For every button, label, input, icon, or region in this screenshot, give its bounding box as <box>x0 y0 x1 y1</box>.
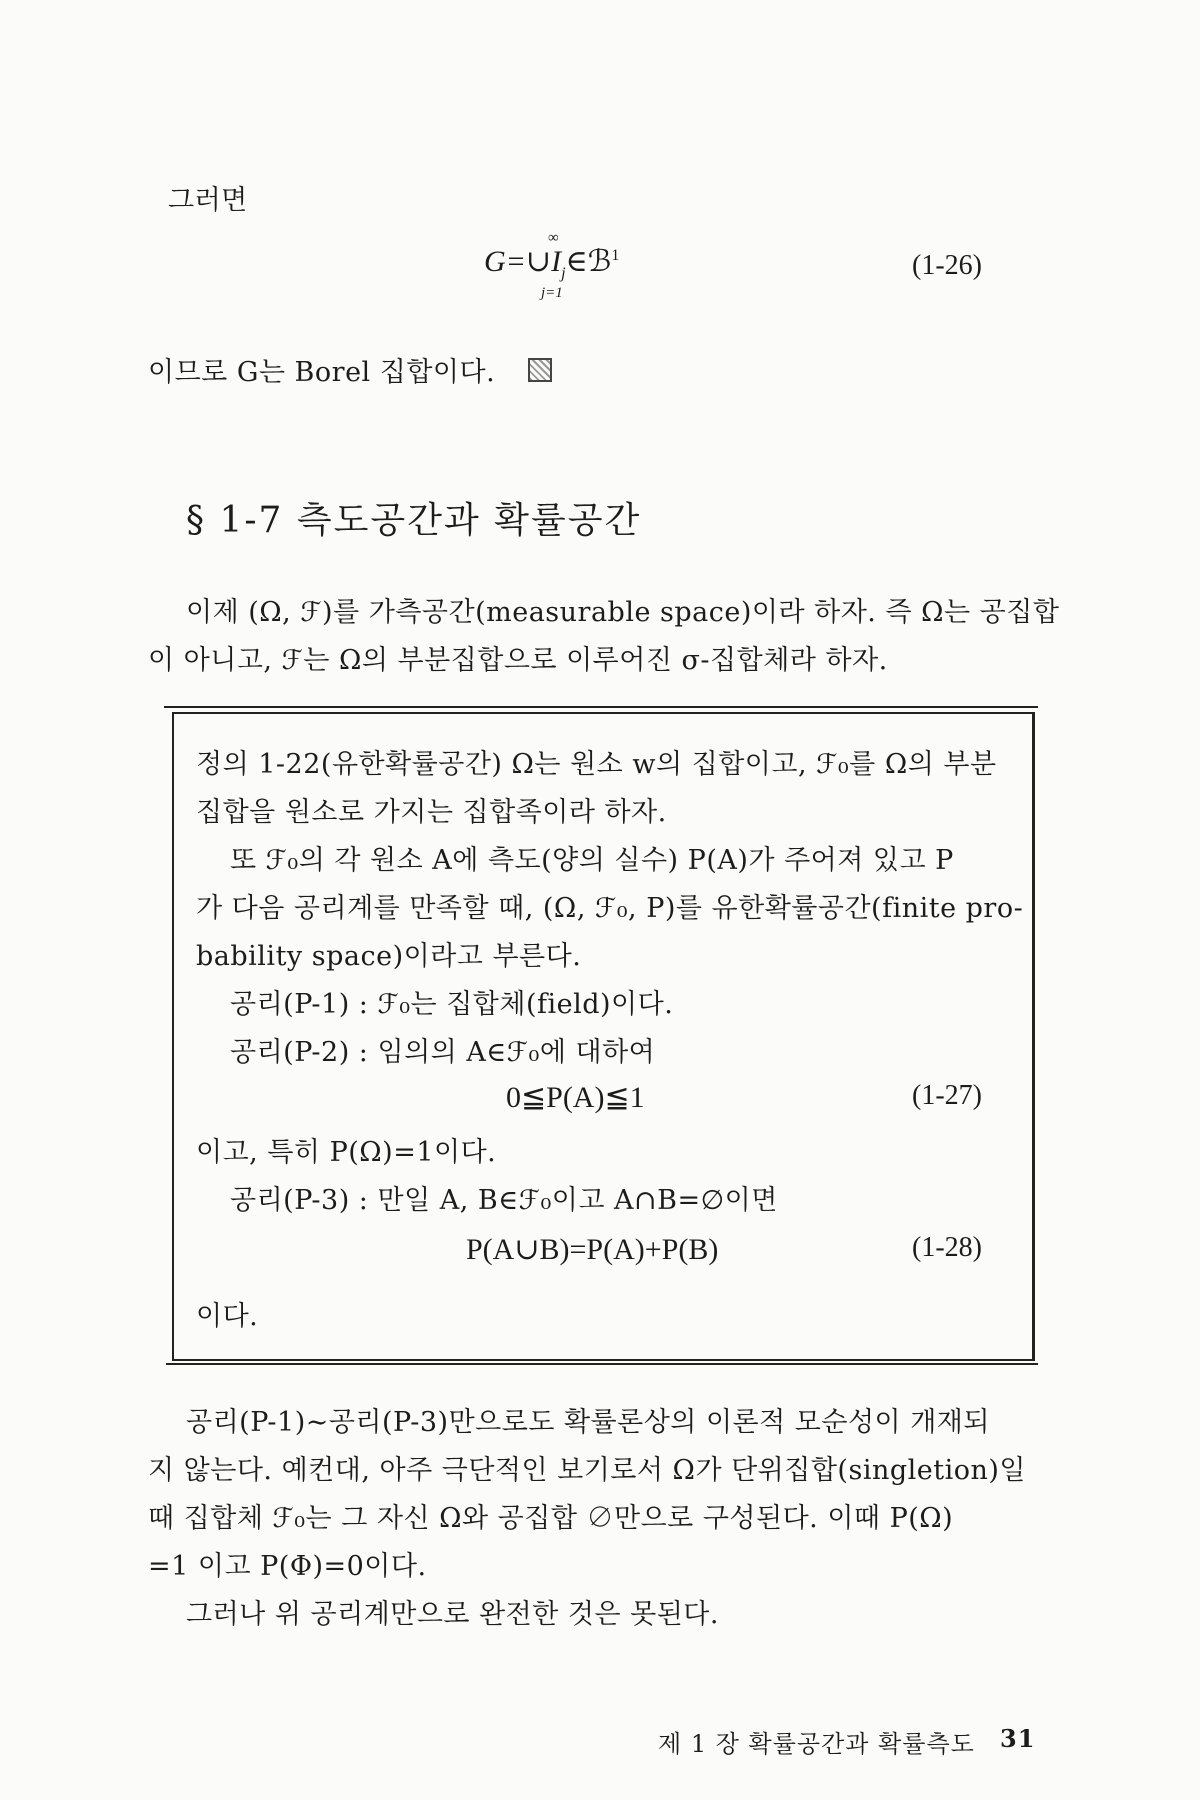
equation-1-28: P(A∪B)=P(A)+P(B) <box>466 1233 719 1266</box>
section-heading: § 1-7 측도공간과 확률공간 <box>186 500 642 541</box>
axiom-p2: 공리(P-2) : 임의의 A∈ℱ₀에 대하여 <box>230 1037 656 1068</box>
eq2-number: (1-27) <box>912 1080 982 1111</box>
definition-line-1: 정의 1-22(유한확률공간) Ω는 원소 w의 집합이고, ℱ₀를 Ω의 부분 <box>196 749 997 780</box>
paragraph-2-line-3: 때 집합체 ℱ₀는 그 자신 Ω와 공집합 ∅만으로 구성된다. 이때 P(Ω) <box>148 1503 954 1534</box>
definition-line-5: bability space)이라고 부른다. <box>196 941 582 972</box>
definition-line-3: 또 ℱ₀의 각 원소 A에 측도(양의 실수) P(A)가 주어져 있고 P <box>230 845 954 876</box>
box-bottom-rule <box>166 1363 1038 1365</box>
eq1-relation-sup: 1 <box>611 247 620 264</box>
definition-line-2: 집합을 원소로 가지는 집합족이라 하자. <box>196 797 667 828</box>
conclusion-text: 이므로 G는 Borel 집합이다. <box>148 357 496 388</box>
paragraph-1-line-2: 이 아니고, ℱ는 Ω의 부분집합으로 이루어진 σ-집합체라 하자. <box>148 645 888 676</box>
eq1-lower-limit: j=1 <box>541 285 563 301</box>
page-number: 31 <box>1000 1724 1036 1753</box>
eq1-number: (1-26) <box>912 250 982 281</box>
definition-line-4: 가 다음 공리계를 만족할 때, (Ω, ℱ₀, P)를 유한확률공간(finite pro- <box>196 893 1024 924</box>
eq1-upper-limit: ∞ <box>548 230 559 246</box>
paragraph-2-line-2: 지 않는다. 예컨대, 아주 극단적인 보기로서 Ω가 단위집합(singletion)일 <box>148 1455 1026 1486</box>
paragraph-1-line-1: 이제 (Ω, ℱ)를 가측공간(measurable space)이라 하자. 즉 Ω는 공집합 <box>186 597 1060 628</box>
qed-icon <box>528 358 552 382</box>
equation-1-27: 0≦P(A)≦1 <box>506 1081 645 1114</box>
axiom-p3: 공리(P-3) : 만일 A, B∈ℱ₀이고 A∩B=∅이면 <box>230 1185 778 1216</box>
eq1-lhs: G= <box>484 245 526 278</box>
paragraph-2-line-5: 그러나 위 공리계만으로 완전한 것은 못된다. <box>186 1599 719 1630</box>
definition-line-7: 이다. <box>196 1301 259 1332</box>
paragraph-2-line-4: =1 이고 P(Φ)=0이다. <box>148 1551 427 1582</box>
running-footer: 제 1 장 확률공간과 확률측도 <box>658 1730 975 1758</box>
eq3-number: (1-28) <box>912 1232 982 1263</box>
eq1-relation: ∈ℬ <box>565 245 612 278</box>
paragraph-2-line-1: 공리(P-1)∼공리(P-3)만으로도 확률론상의 이론적 모순성이 개재되 <box>186 1407 990 1438</box>
eq1-union-symbol: ∪ <box>525 245 552 278</box>
definition-line-6: 이고, 특히 P(Ω)=1이다. <box>196 1137 497 1168</box>
axiom-p1: 공리(P-1) : ℱ₀는 집합체(field)이다. <box>230 989 674 1020</box>
equation-1-26 <box>484 244 619 283</box>
box-top-rule <box>164 706 1038 708</box>
eq1-rhs: I <box>551 245 562 278</box>
intro-text: 그러면 <box>168 185 248 216</box>
eq1-rhs-subscript: j <box>561 265 566 282</box>
